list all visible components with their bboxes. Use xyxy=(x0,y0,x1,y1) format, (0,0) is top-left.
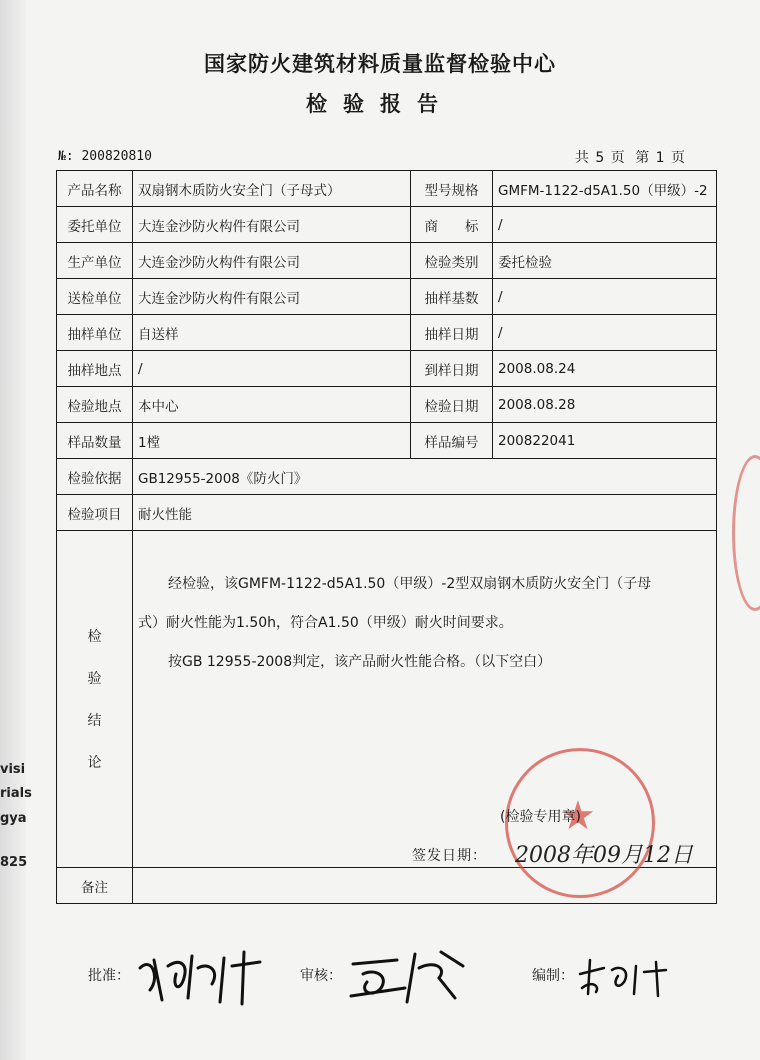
field-label: 抽样基数 xyxy=(411,279,493,315)
stamp-note: (检验专用章) xyxy=(500,809,581,825)
field-value: 本中心 xyxy=(133,387,411,423)
scan-edge xyxy=(0,0,26,1060)
basis-value: GB12955-2008《防火门》 xyxy=(133,459,717,495)
edge-fragment: rials xyxy=(0,786,32,801)
table-row xyxy=(57,351,717,387)
conclusion-line-3: 按GB 12955-2008判定，该产品耐火性能合格。（以下空白） xyxy=(168,654,552,670)
review-label: 审核： xyxy=(300,968,342,984)
items-value: 耐火性能 xyxy=(133,495,717,531)
table-row xyxy=(57,243,717,279)
table-row xyxy=(57,315,717,351)
table-row xyxy=(57,423,717,459)
page-info xyxy=(573,147,688,167)
conclusion-label xyxy=(57,531,133,868)
edge-fragment: 825 xyxy=(0,855,28,870)
conclusion-label-char: 结 xyxy=(87,713,102,729)
field-label: 检验日期 xyxy=(411,387,493,423)
page-current: 第 1 页 xyxy=(635,150,686,166)
field-label: 样品编号 xyxy=(411,423,493,459)
field-label: 型号规格 xyxy=(411,171,493,207)
conclusion-line-1: 经检验，该GMFM-1122-d5A1.50（甲级）-2型双扇钢木质防火安全门（子母 xyxy=(168,576,652,592)
table-row xyxy=(57,279,717,315)
edge-fragment: gya xyxy=(0,811,27,826)
conclusion-label-char: 检 xyxy=(87,629,102,645)
field-value: / xyxy=(493,279,717,315)
field-label: 检验类别 xyxy=(411,243,493,279)
conclusion-label-char: 论 xyxy=(87,755,102,771)
edge-fragment: visi xyxy=(0,762,26,777)
institution-title: 国家防火建筑材料质量监督检验中心 xyxy=(204,52,556,76)
field-label: 样品数量 xyxy=(57,423,133,459)
table-row xyxy=(57,459,717,495)
field-value: 200822041 xyxy=(493,423,717,459)
field-value: 大连金沙防火构件有限公司 xyxy=(133,279,411,315)
partial-stamp-seal xyxy=(732,455,760,611)
field-label: 送检单位 xyxy=(57,279,133,315)
field-label: 抽样地点 xyxy=(57,351,133,387)
table-row xyxy=(57,171,717,207)
report-number: №: 200820810 xyxy=(58,149,152,164)
basis-label: 检验依据 xyxy=(57,459,133,495)
compile-signature-icon xyxy=(574,950,674,1000)
field-value: 2008.08.28 xyxy=(493,387,717,423)
field-label: 抽样日期 xyxy=(411,315,493,351)
star-icon: ★ xyxy=(560,793,596,839)
conclusion-line-2: 式）耐火性能为1.50h，符合A1.50（甲级）耐火时间要求。 xyxy=(138,615,513,631)
items-label: 检验项目 xyxy=(57,495,133,531)
page-total: 共 5 页 xyxy=(574,150,626,166)
field-label: 生产单位 xyxy=(57,243,133,279)
field-label: 抽样单位 xyxy=(57,315,133,351)
field-value: 2008.08.24 xyxy=(493,351,717,387)
field-label: 商 标 xyxy=(411,207,493,243)
table-row xyxy=(57,387,717,423)
field-value: 1樘 xyxy=(133,423,411,459)
sign-date-value: 2008年09月12日 xyxy=(515,843,693,868)
table-row xyxy=(57,207,717,243)
field-value: 大连金沙防火构件有限公司 xyxy=(133,243,411,279)
field-value: / xyxy=(493,315,717,351)
field-value: / xyxy=(133,351,411,387)
field-value: 委托检验 xyxy=(493,243,717,279)
field-label: 到样日期 xyxy=(411,351,493,387)
report-title: 检验报告 xyxy=(306,92,454,116)
approve-label: 批准： xyxy=(88,968,130,984)
approve-signature-icon xyxy=(132,938,277,1008)
compile-label: 编制： xyxy=(532,968,574,984)
remark-label: 备注 xyxy=(57,868,133,904)
review-signature-icon xyxy=(345,938,475,1008)
field-value: 双扇钢木质防火安全门（子母式） xyxy=(133,171,411,207)
sign-date-label: 签发日期： xyxy=(412,848,487,864)
conclusion-label-char: 验 xyxy=(87,671,102,687)
field-value: 自送样 xyxy=(133,315,411,351)
field-value: 大连金沙防火构件有限公司 xyxy=(133,207,411,243)
field-value: / xyxy=(493,207,717,243)
table-row xyxy=(57,495,717,531)
field-label: 产品名称 xyxy=(57,171,133,207)
field-value: GMFM-1122-d5A1.50（甲级）-2 xyxy=(493,171,717,207)
field-label: 检验地点 xyxy=(57,387,133,423)
field-label: 委托单位 xyxy=(57,207,133,243)
